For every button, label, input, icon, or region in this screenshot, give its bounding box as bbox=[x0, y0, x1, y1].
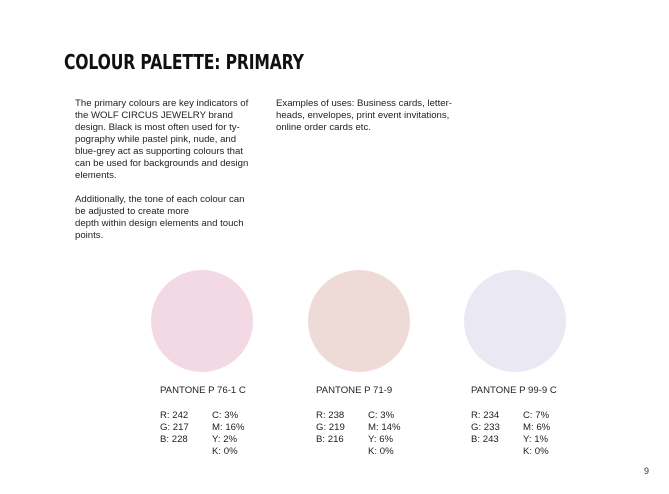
uses-paragraph bbox=[276, 98, 466, 134]
colour-swatch-nude bbox=[308, 270, 410, 372]
intro-paragraph-2 bbox=[75, 194, 265, 242]
cmyk-values bbox=[212, 410, 262, 458]
rgb-value: R: 238 bbox=[316, 410, 345, 421]
text-line: Additionally, the tone of each colour can bbox=[75, 194, 245, 205]
text-line: online order cards etc. bbox=[276, 122, 371, 133]
text-line: elements. bbox=[75, 170, 117, 181]
cmyk-value: K: 0% bbox=[368, 446, 394, 457]
rgb-value: R: 234 bbox=[471, 410, 500, 421]
swatch-info-nude bbox=[316, 385, 418, 458]
text-line: blue-grey act as supporting colours that bbox=[75, 146, 243, 157]
rgb-values bbox=[471, 410, 523, 458]
text-line: be adjusted to create more bbox=[75, 206, 190, 217]
colour-values bbox=[160, 410, 262, 458]
cmyk-value: M: 6% bbox=[523, 422, 551, 433]
rgb-value: G: 233 bbox=[471, 422, 500, 433]
text-line: points. bbox=[75, 230, 104, 241]
rgb-values bbox=[160, 410, 212, 458]
cmyk-value: Y: 6% bbox=[368, 434, 394, 445]
pantone-code: PANTONE P 71-9 bbox=[316, 385, 393, 396]
cmyk-value: K: 0% bbox=[212, 446, 238, 457]
text-line: depth within design elements and touch bbox=[75, 218, 244, 229]
page-title: COLOUR PALETTE: PRIMARY bbox=[64, 50, 304, 74]
page-number: 9 bbox=[643, 466, 649, 476]
cmyk-value: M: 16% bbox=[212, 422, 245, 433]
text-line: Examples of uses: Business cards, letter- bbox=[276, 98, 452, 109]
text-line: can be used for backgrounds and design bbox=[75, 158, 249, 169]
swatch-info-blue-grey bbox=[471, 385, 573, 458]
colour-values bbox=[471, 410, 573, 458]
cmyk-value: M: 14% bbox=[368, 422, 401, 433]
cmyk-value: C: 7% bbox=[523, 410, 550, 421]
rgb-value: B: 228 bbox=[160, 434, 188, 445]
text-line: design. Black is most often used for ty- bbox=[75, 122, 240, 133]
swatch-info-pink bbox=[160, 385, 262, 458]
text-line: heads, envelopes, print event invitations, bbox=[276, 110, 450, 121]
cmyk-value: C: 3% bbox=[368, 410, 395, 421]
cmyk-value: Y: 2% bbox=[212, 434, 238, 445]
colour-values bbox=[316, 410, 418, 458]
cmyk-value: K: 0% bbox=[523, 446, 549, 457]
cmyk-values bbox=[368, 410, 418, 458]
text-line: pography while pastel pink, nude, and bbox=[75, 134, 237, 145]
text-line: The primary colours are key indicators of bbox=[75, 98, 249, 109]
rgb-value: R: 242 bbox=[160, 410, 189, 421]
uses-text-column bbox=[276, 98, 466, 146]
rgb-value: G: 217 bbox=[160, 422, 189, 433]
text-line: the WOLF CIRCUS JEWELRY brand bbox=[75, 110, 233, 121]
rgb-value: B: 243 bbox=[471, 434, 499, 445]
rgb-value: G: 219 bbox=[316, 422, 345, 433]
pantone-code: PANTONE P 99-9 C bbox=[471, 385, 557, 396]
intro-paragraph-1 bbox=[75, 98, 265, 182]
colour-swatch-blue-grey bbox=[464, 270, 566, 372]
rgb-values bbox=[316, 410, 368, 458]
cmyk-value: C: 3% bbox=[212, 410, 239, 421]
pantone-code: PANTONE P 76-1 C bbox=[160, 385, 246, 396]
cmyk-values bbox=[523, 410, 573, 458]
rgb-value: B: 216 bbox=[316, 434, 344, 445]
cmyk-value: Y: 1% bbox=[523, 434, 549, 445]
intro-text-column bbox=[75, 98, 265, 254]
colour-swatch-pink bbox=[151, 270, 253, 372]
